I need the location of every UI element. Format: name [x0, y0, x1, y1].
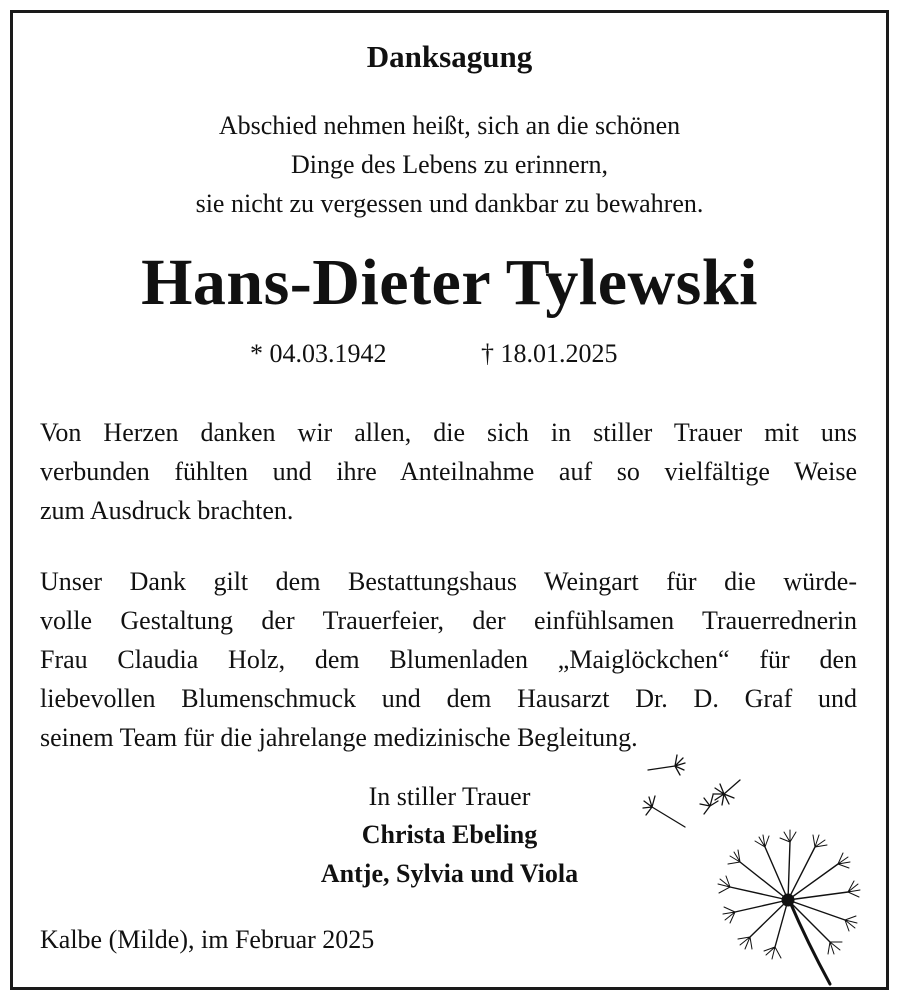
paragraph-line: zum Ausdruck brachten. [40, 496, 294, 525]
signature-name: Christa Ebeling [361, 820, 538, 849]
paragraph-line: liebevollen Blumenschmuck und dem Hausarzt Dr. D. Graf und [40, 684, 857, 713]
signature-family: Antje, Sylvia und Viola [320, 859, 579, 888]
thanks-paragraph [40, 413, 857, 530]
quote-line: Dinge des Lebens zu erinnern, [291, 150, 608, 179]
paragraph-line: Von Herzen danken wir allen, die sich in stiller Trauer mit uns [40, 418, 857, 447]
memorial-quote [0, 106, 899, 223]
birth-date: * 04.03.1942 [250, 339, 387, 368]
paragraph-line: volle Gestaltung der Trauerfeier, der einfühlsamen Trauerrednerin [40, 606, 857, 635]
death-date: † 18.01.2025 [481, 339, 618, 368]
deceased-name: Hans-Dieter Tylewski [141, 246, 758, 319]
paragraph-line: seinem Team für die jahrelange medizinische Begleitung. [40, 723, 638, 752]
dandelion-icon [640, 752, 870, 987]
signature-intro: In stiller Trauer [368, 782, 531, 811]
paragraph-line: Frau Claudia Holz, dem Blumenladen „Maiglöckchen“ für den [40, 645, 857, 674]
notice-heading: Danksagung [366, 39, 533, 74]
acknowledgement-paragraph [40, 562, 857, 757]
paragraph-line: Unser Dank gilt dem Bestattungshaus Weingart für die würde- [40, 567, 857, 596]
quote-line: Abschied nehmen heißt, sich an die schönen [218, 111, 681, 140]
quote-line: sie nicht zu vergessen und dankbar zu bewahren. [195, 189, 704, 218]
paragraph-line: verbunden fühlten und ihre Anteilnahme auf so vielfältige Weise [40, 457, 857, 486]
place-and-date: Kalbe (Milde), im Februar 2025 [40, 925, 375, 954]
